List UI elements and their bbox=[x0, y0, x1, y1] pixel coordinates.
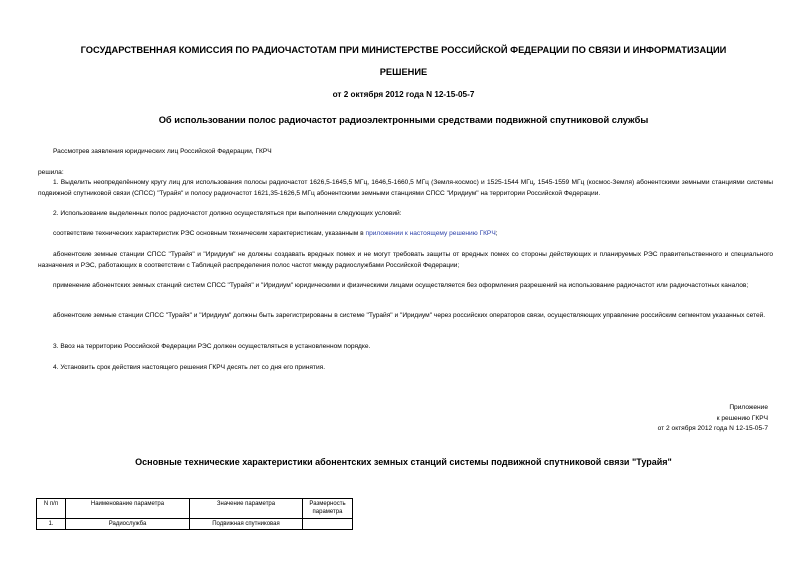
table-header-row bbox=[37, 499, 353, 519]
item-1: 1. Выделить неопределённому кругу лиц для использования полосы радиочастот 1626,5-1645,5 МГц, 1646,5-1660,5 МГц (Земля-космос) и 1525-1544 МГц, 1545-1559 МГц (космос-Земля) абонентскими земными станциями системы подвижной спутниковой связи (СПСС) "Турайя" и полосу радиочастот 1621,35-1626,5 МГц абонентскими земными станциями СПСС "Иридиум" на территории Российской Федерации. bbox=[38, 179, 773, 197]
document-title: Об использовании полос радиочастот радиоэлектронными средствами подвижной спутниковой службы bbox=[158, 115, 649, 125]
col-number-header: N п/п bbox=[37, 499, 66, 519]
condition-1-end: ; bbox=[495, 230, 498, 237]
characteristics-table bbox=[36, 498, 353, 530]
condition-4: абонентские земные станции СПСС "Турайя" и "Иридиум" должны быть зарегистрированы в системе "Турайя" и "Иридиум" через российских операторов связи, осуществляющих управление российским сегментом указанных сетей. bbox=[53, 312, 766, 319]
condition-1-text: соответствие технических характеристик РЭС основным техническим характеристикам, указанным в bbox=[53, 230, 366, 237]
col-name-header: Наименование параметра bbox=[66, 499, 190, 519]
preamble: Рассмотрев заявления юридических лиц Российской Федерации, ГКРЧ bbox=[53, 148, 272, 155]
row-unit-cell bbox=[303, 519, 353, 530]
col-unit-header: Размерность параметра bbox=[303, 499, 353, 519]
doc-type-heading: РЕШЕНИЕ bbox=[379, 67, 428, 77]
row-number-cell: 1. bbox=[37, 519, 66, 530]
row-value-cell: Подвижная спутниковая bbox=[190, 519, 303, 530]
commission-heading: ГОСУДАРСТВЕННАЯ КОМИССИЯ ПО РАДИОЧАСТОТАМ ПРИ МИНИСТЕРСТВЕ РОССИЙСКОЙ ФЕДЕРАЦИИ ПО СВЯЗИ И ИНФОРМАТИЗАЦИИ bbox=[80, 45, 727, 55]
appendix-line-1: Приложение bbox=[729, 404, 768, 411]
appendix-title: Основные технические характеристики абонентских земных станций системы подвижной спутниковой связи "Турайя" bbox=[135, 457, 672, 467]
condition-3: применение абонентских земных станций систем СПСС "Турайя" и "Иридиум" юридическими и физическими лицами осуществляется без оформления разрешений на использование радиочастот или радиочастотных каналов; bbox=[53, 282, 749, 289]
condition-1 bbox=[53, 228, 498, 239]
condition-2: абонентские земные станции СПСС "Турайя" и "Иридиум" не должны создавать вредных помех и не могут требовать защиты от вредных помех со стороны действующих и планируемых РЭС правительственного и специального назначения и РЭС, работающих в соответствии с Таблицей распределения полос частот между радиослужбами Российской Федерации; bbox=[38, 251, 773, 269]
appendix-line-3: от 2 октября 2012 года N 12-15-05-7 bbox=[657, 425, 768, 432]
item-3: 3. Ввоз на территорию Российской Федерации РЭС должен осуществляться в установленном порядке. bbox=[53, 343, 371, 350]
item-2: 2. Использование выделенных полос радиочастот должно осуществляться при выполнении следующих условий: bbox=[53, 210, 402, 217]
appendix-line-2: к решению ГКРЧ bbox=[716, 414, 768, 422]
item-4: 4. Установить срок действия настоящего решения ГКРЧ десять лет со дня его принятия. bbox=[53, 364, 326, 371]
appendix-reference bbox=[658, 403, 768, 435]
appendix-link[interactable]: приложении к настоящему решению ГКРЧ bbox=[365, 230, 496, 237]
row-name-cell: Радиослужба bbox=[66, 519, 190, 530]
col-value-header: Значение параметра bbox=[190, 499, 303, 519]
decided-label: решила: bbox=[38, 169, 64, 176]
table-row bbox=[37, 519, 353, 530]
date-number: от 2 октября 2012 года N 12-15-05-7 bbox=[332, 90, 475, 99]
